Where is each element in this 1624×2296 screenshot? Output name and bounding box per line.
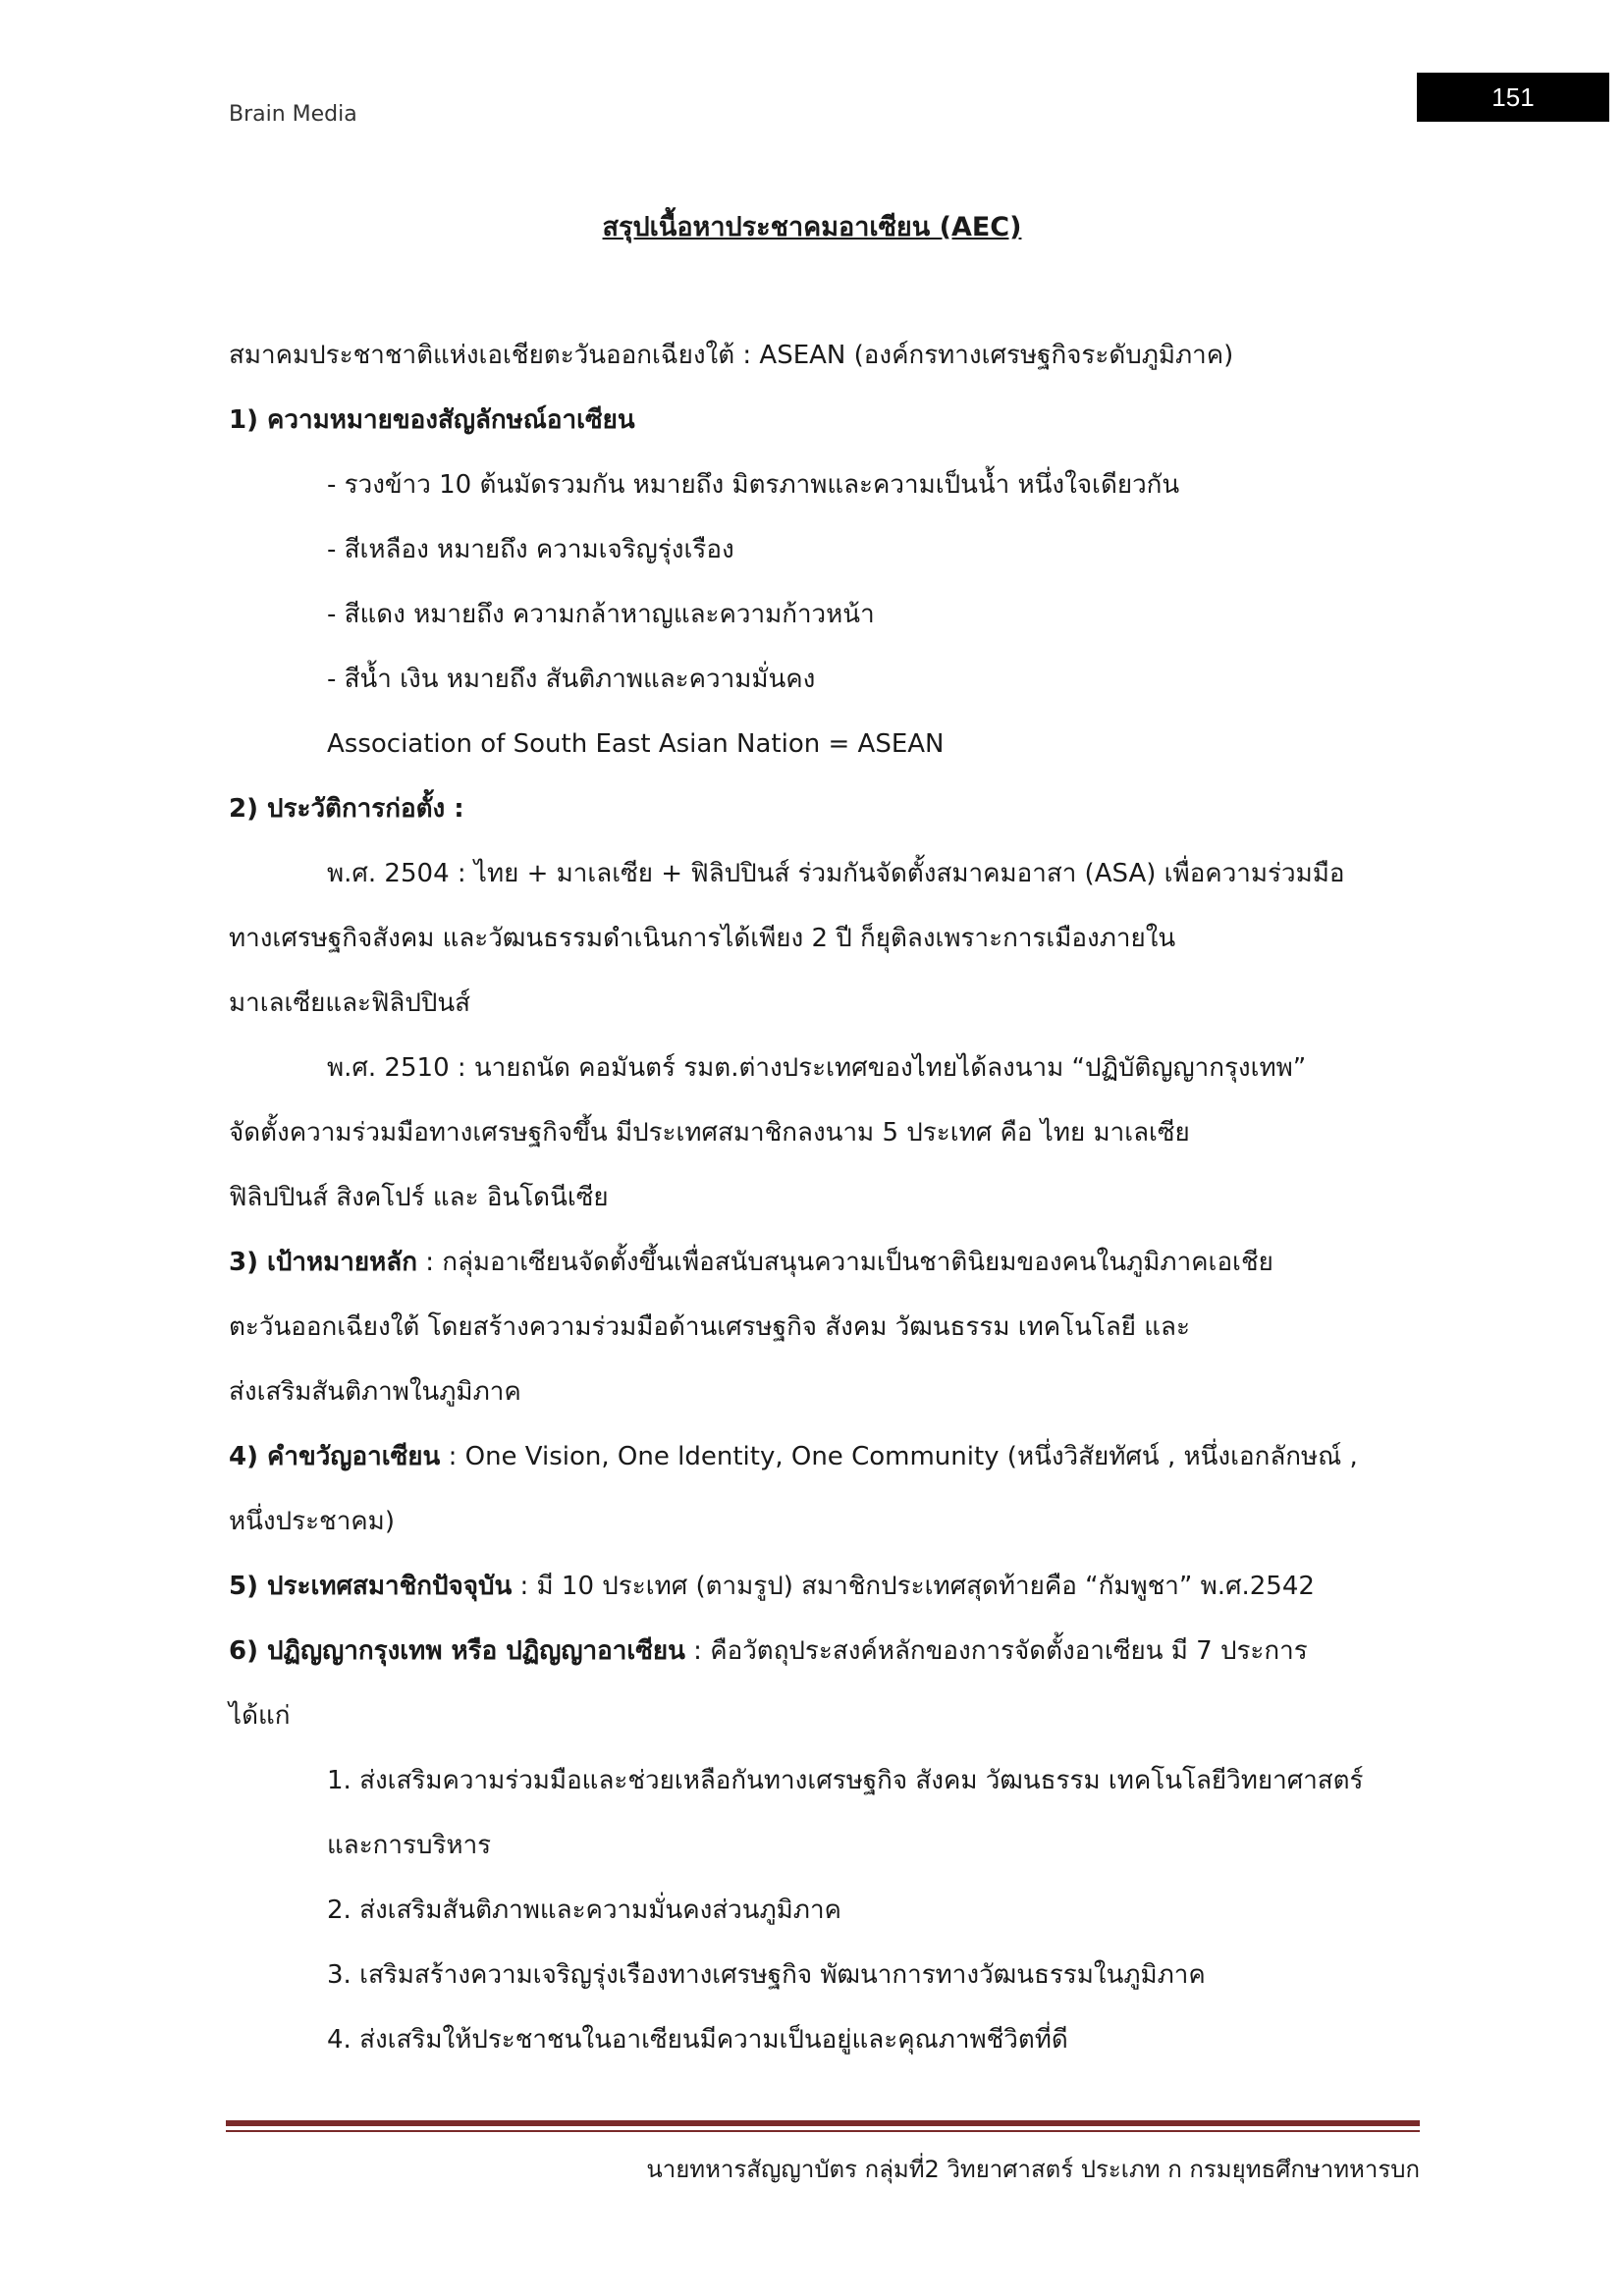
- section6-line: ได้แก่: [229, 1701, 291, 1731]
- section6-item: 3. เสริมสร้างความเจริญรุ่งเรืองทางเศรษฐกิจ พัฒนาการทางวัฒนธรรมในภูมิภาค: [327, 1960, 1206, 1990]
- intro-text: สมาคมประชาชาติแห่งเอเชียตะวันออกเฉียงใต้ : ASEAN (องค์กรทางเศรษฐกิจระดับภูมิภาค): [229, 341, 1234, 370]
- section2-p1-line: มาเลเซียและฟิลิปปินส์: [229, 988, 470, 1018]
- section1-heading: 1) ความหมายของสัญลักษณ์อาเซียน: [229, 405, 635, 435]
- section4-line: [229, 1439, 1358, 1474]
- document-title: สรุปเนื้อหาประชาคมอาเซียน (AEC): [602, 212, 1022, 242]
- footer-divider-thin: [226, 2130, 1420, 2132]
- section2-heading: 2) ประวัติการก่อตั้ง :: [229, 794, 464, 824]
- section3-line: ส่งเสริมสันติภาพในภูมิภาค: [229, 1377, 521, 1407]
- section6-item: และการบริหาร: [327, 1831, 492, 1860]
- section1-item: - สีเหลือง หมายถึง ความเจริญรุ่งเรือง: [327, 535, 734, 564]
- section1-item: - สีน้ำ เงิน หมายถึง สันติภาพและความมั่นคง: [327, 665, 816, 694]
- section2-p2-line: ฟิลิปปินส์ สิงคโปร์ และ อินโดนีเซีย: [229, 1183, 609, 1212]
- section4-text: : One Vision, One ldentity, One Community (หนึ่งวิสัยทัศน์ , หนึ่งเอกลักษณ์ ,: [440, 1442, 1358, 1471]
- section6-item: 4. ส่งเสริมให้ประชาชนในอาเซียนมีความเป็นอยู่และคุณภาพชีวิตที่ดี: [327, 2025, 1068, 2055]
- section6-item: 1. ส่งเสริมความร่วมมือและช่วยเหลือกันทางเศรษฐกิจ สังคม วัฒนธรรม เทคโนโลยีวิทยาศาสตร์: [327, 1766, 1364, 1795]
- section2-p2-line: พ.ศ. 2510 : นายถนัด คอมันตร์ รมต.ต่างประเทศของไทยได้ลงนาม “ปฏิบัติญญากรุงเทพ”: [327, 1053, 1307, 1083]
- section6-line: [229, 1633, 1308, 1669]
- footer-text: นายทหารสัญญาบัตร กลุ่มที่2 วิทยาศาสตร์ ประเภท ก กรมยุทธศึกษาทหารบก: [646, 2156, 1420, 2183]
- section6-item: 2. ส่งเสริมสันติภาพและความมั่นคงส่วนภูมิภาค: [327, 1896, 841, 1925]
- section6-text: : คือวัตถุประสงค์หลักของการจัดตั้งอาเซียน มี 7 ประการ: [684, 1636, 1308, 1666]
- section4-heading: 4) คำขวัญอาเซียน: [229, 1442, 441, 1471]
- section4-line: หนึ่งประชาคม): [229, 1507, 395, 1536]
- footer-divider: [226, 2120, 1420, 2126]
- section1-item: - รวงข้าว 10 ต้นมัดรวมกัน หมายถึง มิตรภาพและความเป็นน้ำ หนึ่งใจเดียวกัน: [327, 470, 1180, 500]
- section2-p1-line: ทางเศรษฐกิจสังคม และวัฒนธรรมดำเนินการได้เพียง 2 ปี ก็ยุติลงเพราะการเมืองภายใน: [229, 924, 1176, 953]
- header-brand: Brain Media: [229, 102, 357, 127]
- section2-p1-line: พ.ศ. 2504 : ไทย + มาเลเซีย + ฟิลิปปินส์ ร่วมกันจัดตั้งสมาคมอาสา (ASA) เพื่อความร่วมมือ: [327, 859, 1345, 888]
- section5-text: : มี 10 ประเทศ (ตามรูป) สมาชิกประเทศสุดท้ายคือ “กัมพูชา” พ.ศ.2542: [512, 1572, 1315, 1601]
- section3-line: [229, 1245, 1273, 1280]
- section3-line: ตะวันออกเฉียงใต้ โดยสร้างความร่วมมือด้านเศรษฐกิจ สังคม วัฒนธรรม เทคโนโลยี และ: [229, 1312, 1190, 1342]
- section1-item: - สีแดง หมายถึง ความกล้าหาญและความก้าวหน้า: [327, 600, 875, 629]
- page-number-badge: 151: [1417, 73, 1609, 122]
- section2-p2-line: จัดตั้งความร่วมมือทางเศรษฐกิจขึ้น มีประเทศสมาชิกลงนาม 5 ประเทศ คือ ไทย มาเลเซีย: [229, 1118, 1190, 1148]
- section1-acronym: Association of South East Asian Nation = ASEAN: [327, 729, 945, 759]
- section5-line: [229, 1569, 1315, 1604]
- section3-text: : กลุ่มอาเซียนจัดตั้งขึ้นเพื่อสนับสนุนความเป็นชาตินิยมของคนในภูมิภาคเอเชีย: [416, 1248, 1273, 1277]
- section3-heading: 3) เป้าหมายหลัก: [229, 1248, 417, 1277]
- section5-heading: 5) ประเทศสมาชิกปัจจุบัน: [229, 1572, 513, 1601]
- section6-heading: 6) ปฏิญญากรุงเทพ หรือ ปฏิญญาอาเซียน: [229, 1636, 685, 1666]
